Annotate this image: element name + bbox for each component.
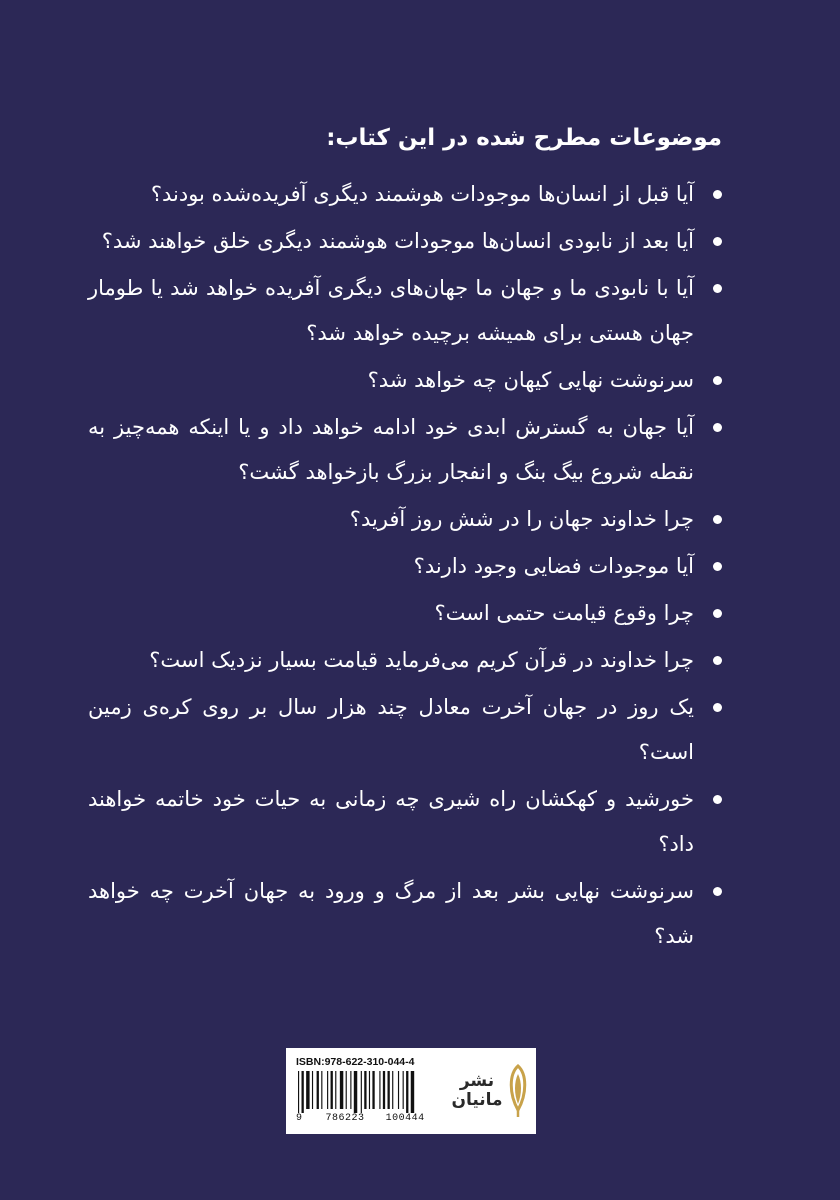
bullet-icon (713, 609, 722, 618)
isbn-label: ISBN:978-622-310-044-4 (296, 1056, 415, 1068)
bullet-icon (713, 887, 722, 896)
barcode-digit-lead: 9 (296, 1113, 303, 1124)
publisher-name-line1: نشر (459, 1071, 495, 1091)
topic-text: چرا خداوند جهان را در شش روز آفرید؟ (349, 507, 694, 531)
barcode-digits (296, 1113, 444, 1124)
topic-item (88, 497, 722, 542)
bullet-icon (713, 795, 722, 804)
bullet-icon (713, 190, 722, 199)
topic-item (88, 544, 722, 589)
page-heading: موضوعات مطرح شده در این کتاب: (326, 125, 722, 151)
topic-item (88, 591, 722, 636)
topic-item (88, 358, 722, 403)
topic-list (88, 172, 722, 959)
bullet-icon (713, 237, 722, 246)
topic-item (88, 405, 722, 495)
topic-text: آیا موجودات فضایی وجود دارند؟ (413, 554, 694, 578)
topic-text: آیا بعد از نابودی انسان‌ها موجودات هوشمند دیگری خلق خواهند شد؟ (101, 229, 694, 253)
topic-text: یک روز در جهان آخرت معادل چند هزار سال بر روی کره‌ی زمین است؟ (88, 695, 694, 764)
topic-text: سرنوشت نهایی بشر بعد از مرگ و ورود به جهان آخرت چه خواهد شد؟ (88, 879, 694, 948)
topic-item (88, 219, 722, 264)
isbn-barcode (286, 1048, 450, 1134)
topic-text: آیا با نابودی ما و جهان ما جهان‌های دیگری آفریده خواهد شد یا طومار جهان هستی برای همیشه برچیده خواهد شد؟ (88, 276, 694, 345)
publisher-logo (450, 1048, 536, 1134)
bullet-icon (713, 284, 722, 293)
publisher-name-line2: مانیان (451, 1090, 503, 1110)
topic-text: سرنوشت نهایی کیهان چه خواهد شد؟ (367, 368, 694, 392)
back-cover-footer (286, 1048, 536, 1134)
bullet-icon (713, 376, 722, 385)
topic-item (88, 685, 722, 775)
bullet-icon (713, 656, 722, 665)
topic-item (88, 266, 722, 356)
topic-item (88, 777, 722, 867)
quill-feather-icon (505, 1064, 531, 1118)
bullet-icon (713, 515, 722, 524)
barcode-icon (296, 1071, 444, 1113)
topic-item (88, 638, 722, 683)
topic-text: آیا قبل از انسان‌ها موجودات هوشمند دیگری آفریده‌شده بودند؟ (150, 182, 694, 206)
bullet-icon (713, 562, 722, 571)
barcode-digits-left: 786223 (325, 1113, 365, 1124)
topic-item (88, 172, 722, 217)
topic-item (88, 869, 722, 959)
topic-text: آیا جهان به گسترش ابدی خود ادامه خواهد داد و یا اینکه همه‌چیز به نقطه شروع بیگ بنگ و انفجار بزرگ بازخواهد گشت؟ (88, 415, 694, 484)
topic-text: خورشید و کهکشان راه شیری چه زمانی به حیات خود خاتمه خواهند داد؟ (88, 787, 694, 856)
bullet-icon (713, 703, 722, 712)
topics-section (88, 118, 722, 961)
topic-text: چرا خداوند در قرآن کریم می‌فرماید قیامت بسیار نزدیک است؟ (149, 648, 694, 672)
barcode-digits-right: 100444 (385, 1113, 425, 1124)
bullet-icon (713, 423, 722, 432)
topic-text: چرا وقوع قیامت حتمی است؟ (434, 601, 694, 625)
